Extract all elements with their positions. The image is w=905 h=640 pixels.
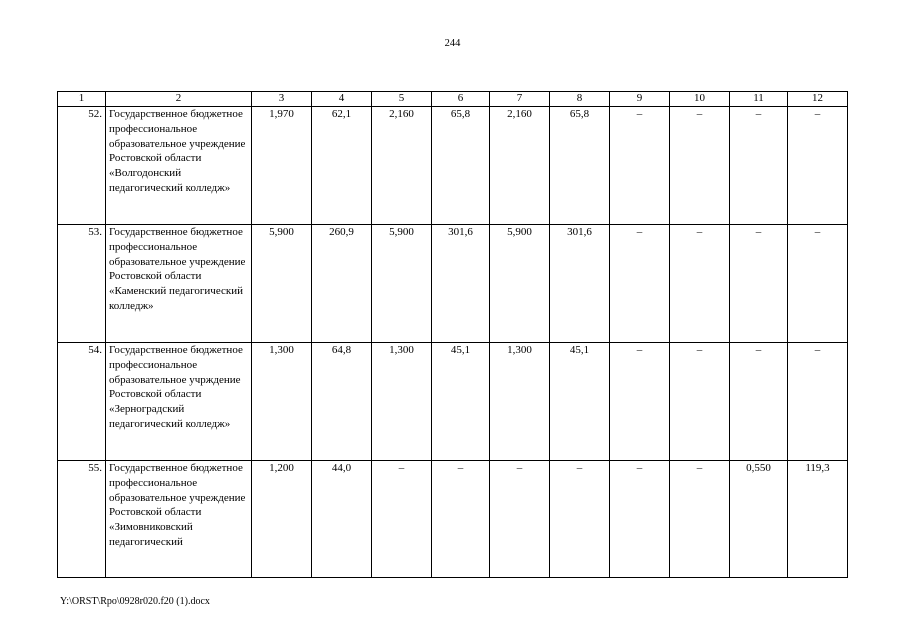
value-cell: 5,900 [490,225,550,343]
value-cell: 1,300 [252,343,312,461]
row-index: 55. [58,461,106,578]
institution-name: Государственное бюджетное профессиональное образовательное учреждение Ростовской области «Каменский педагогический колледж» [106,225,252,343]
value-cell: 301,6 [432,225,490,343]
header-cell: 2 [106,92,252,107]
value-cell: – [610,107,670,225]
value-cell: 1,200 [252,461,312,578]
header-cell: 5 [372,92,432,107]
header-cell: 1 [58,92,106,107]
table-row [58,343,848,461]
value-cell: – [670,107,730,225]
value-cell: 45,1 [432,343,490,461]
value-cell: – [788,343,848,461]
row-index: 52. [58,107,106,225]
value-cell: – [610,343,670,461]
institution-name: Государственное бюджетное профессиональное образовательное учреждение Ростовской области «Зимовниковский педагогический [106,461,252,578]
value-cell: – [372,461,432,578]
header-cell: 3 [252,92,312,107]
value-cell: 2,160 [490,107,550,225]
value-cell: – [670,343,730,461]
value-cell: 119,3 [788,461,848,578]
value-cell: 1,970 [252,107,312,225]
data-table [57,91,848,578]
value-cell: 0,550 [730,461,788,578]
page-number: 244 [444,38,461,49]
value-cell: – [730,343,788,461]
value-cell: – [610,225,670,343]
value-cell: 5,900 [252,225,312,343]
footer-file-path: Y:\ORST\Rpo\0928r020.f20 (1).docx [60,596,210,607]
value-cell: – [490,461,550,578]
header-cell: 9 [610,92,670,107]
table-row [58,461,848,578]
value-cell: 2,160 [372,107,432,225]
value-cell: 65,8 [550,107,610,225]
value-cell: 260,9 [312,225,372,343]
value-cell: – [610,461,670,578]
value-cell: 65,8 [432,107,490,225]
value-cell: – [670,225,730,343]
value-cell: – [670,461,730,578]
value-cell: – [788,225,848,343]
header-cell: 12 [788,92,848,107]
value-cell: 62,1 [312,107,372,225]
value-cell: 301,6 [550,225,610,343]
table-row [58,225,848,343]
value-cell: 1,300 [372,343,432,461]
value-cell: 44,0 [312,461,372,578]
row-index: 53. [58,225,106,343]
value-cell: 64,8 [312,343,372,461]
value-cell: – [730,107,788,225]
institution-name: Государственное бюджетное профессиональное образовательное учреждение Ростовской области «Волгодонский педагогический колледж» [106,107,252,225]
header-cell: 6 [432,92,490,107]
institution-name: Государственное бюджетное профессиональное образовательное учрждение Ростовской области «Зерноградский педагогический колледж» [106,343,252,461]
header-cell: 10 [670,92,730,107]
value-cell: – [432,461,490,578]
header-row [58,92,848,107]
row-index: 54. [58,343,106,461]
value-cell: 5,900 [372,225,432,343]
table-row [58,107,848,225]
header-cell: 8 [550,92,610,107]
value-cell: – [730,225,788,343]
value-cell: 1,300 [490,343,550,461]
value-cell: 45,1 [550,343,610,461]
header-cell: 4 [312,92,372,107]
header-cell: 7 [490,92,550,107]
value-cell: – [788,107,848,225]
value-cell: – [550,461,610,578]
header-cell: 11 [730,92,788,107]
